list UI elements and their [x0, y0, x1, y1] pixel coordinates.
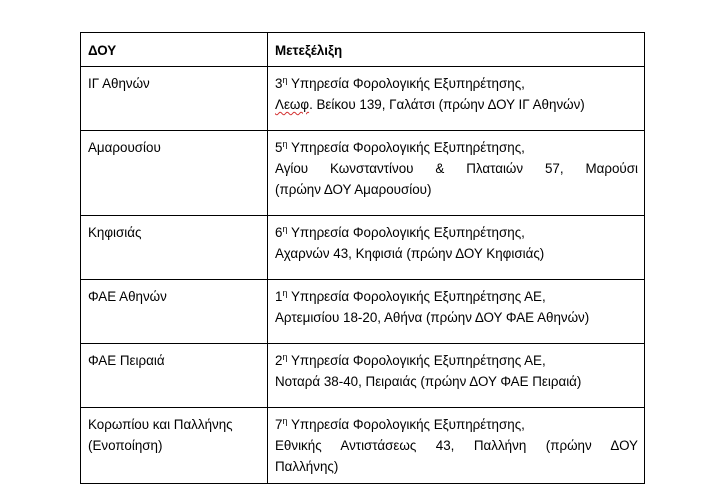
transfer-cell: [268, 344, 645, 408]
ordinal-suffix: η: [282, 416, 288, 426]
transfer-line-1: [275, 73, 638, 94]
tax-office-transfer-table: [80, 32, 645, 484]
spellcheck-marked-word: Λεωφ: [275, 97, 310, 112]
doy-cell: [81, 408, 268, 484]
transfer-line-2: Αγίου Κωνσταντίνου & Πλαταιών 57, Μαρούσι: [275, 161, 638, 176]
table-row: [81, 131, 645, 216]
transfer-line-2: Νοταρά 38-40, Πειραιάς (πρώην ΔΟΥ ΦΑΕ Πειραιά): [275, 374, 582, 389]
transfer-line-2: Αρτεμισίου 18-20, Αθήνα (πρώην ΔΟΥ ΦΑΕ Αθηνών): [275, 310, 590, 325]
transfer-line-2: [275, 94, 638, 115]
transfer-office-name: Υπηρεσία Φορολογικής Εξυπηρέτησης ΑΕ,: [287, 289, 546, 304]
doy-cell: Κηφισιάς: [81, 216, 268, 280]
ordinal-number: 2: [275, 353, 283, 368]
doy-cell: Αμαρουσίου: [81, 131, 268, 216]
table-row: [81, 216, 645, 280]
transfer-office-name: Υπηρεσία Φορολογικής Εξυπηρέτησης ΑΕ,: [287, 353, 546, 368]
transfer-line-1: [275, 222, 638, 243]
table-row: [81, 280, 645, 344]
ordinal-suffix: η: [282, 224, 288, 234]
transfer-line-3: (πρώην ΔΟΥ Αμαρουσίου): [275, 182, 432, 197]
ordinal-number: 1: [275, 289, 283, 304]
table-header-row: [81, 33, 645, 67]
transfer-office-name: Υπηρεσία Φορολογικής Εξυπηρέτησης,: [287, 140, 525, 155]
transfer-line-2: Αχαρνών 43, Κηφισιά (πρώην ΔΟΥ Κηφισιάς): [275, 246, 545, 261]
ordinal-suffix: η: [282, 352, 288, 362]
transfer-line-1: [275, 137, 638, 158]
doy-cell: ΙΓ Αθηνών: [81, 67, 268, 131]
transfer-line-1: [275, 414, 638, 435]
table-row: [81, 344, 645, 408]
transfer-line-2: Εθνικής Αντιστάσεως 43, Παλλήνη (πρώην ΔΟΥ: [275, 438, 638, 453]
transfer-office-name: Υπηρεσία Φορολογικής Εξυπηρέτησης,: [287, 76, 525, 91]
ordinal-number: 6: [275, 225, 283, 240]
transfer-cell: [268, 280, 645, 344]
transfer-line-1: [275, 350, 638, 371]
doy-line-2: (Ενοποίηση): [88, 438, 163, 453]
ordinal-suffix: η: [282, 288, 288, 298]
column-header-doy: ΔΟΥ: [81, 33, 268, 67]
transfer-cell: [268, 408, 645, 484]
transfer-cell: [268, 131, 645, 216]
ordinal-number: 3: [275, 76, 283, 91]
ordinal-suffix: η: [282, 75, 288, 85]
transfer-line-1: [275, 286, 638, 307]
ordinal-number: 7: [275, 417, 283, 432]
ordinal-number: 5: [275, 140, 283, 155]
doy-line-1: Κορωπίου και Παλλήνης: [88, 417, 233, 432]
table-row: [81, 408, 645, 484]
transfer-line-3: Παλλήνης): [275, 459, 339, 474]
transfer-office-name: Υπηρεσία Φορολογικής Εξυπηρέτησης,: [287, 225, 525, 240]
table-row: [81, 67, 645, 131]
doy-cell: ΦΑΕ Αθηνών: [81, 280, 268, 344]
transfer-cell: [268, 216, 645, 280]
transfer-cell: [268, 67, 645, 131]
ordinal-suffix: η: [282, 139, 288, 149]
doy-cell: ΦΑΕ Πειραιά: [81, 344, 268, 408]
transfer-office-name: Υπηρεσία Φορολογικής Εξυπηρέτησης,: [287, 417, 525, 432]
column-header-transfer: Μετεξέλιξη: [268, 33, 645, 67]
transfer-address: . Βείκου 139, Γαλάτσι (πρώην ΔΟΥ ΙΓ Αθηνών): [309, 97, 585, 112]
